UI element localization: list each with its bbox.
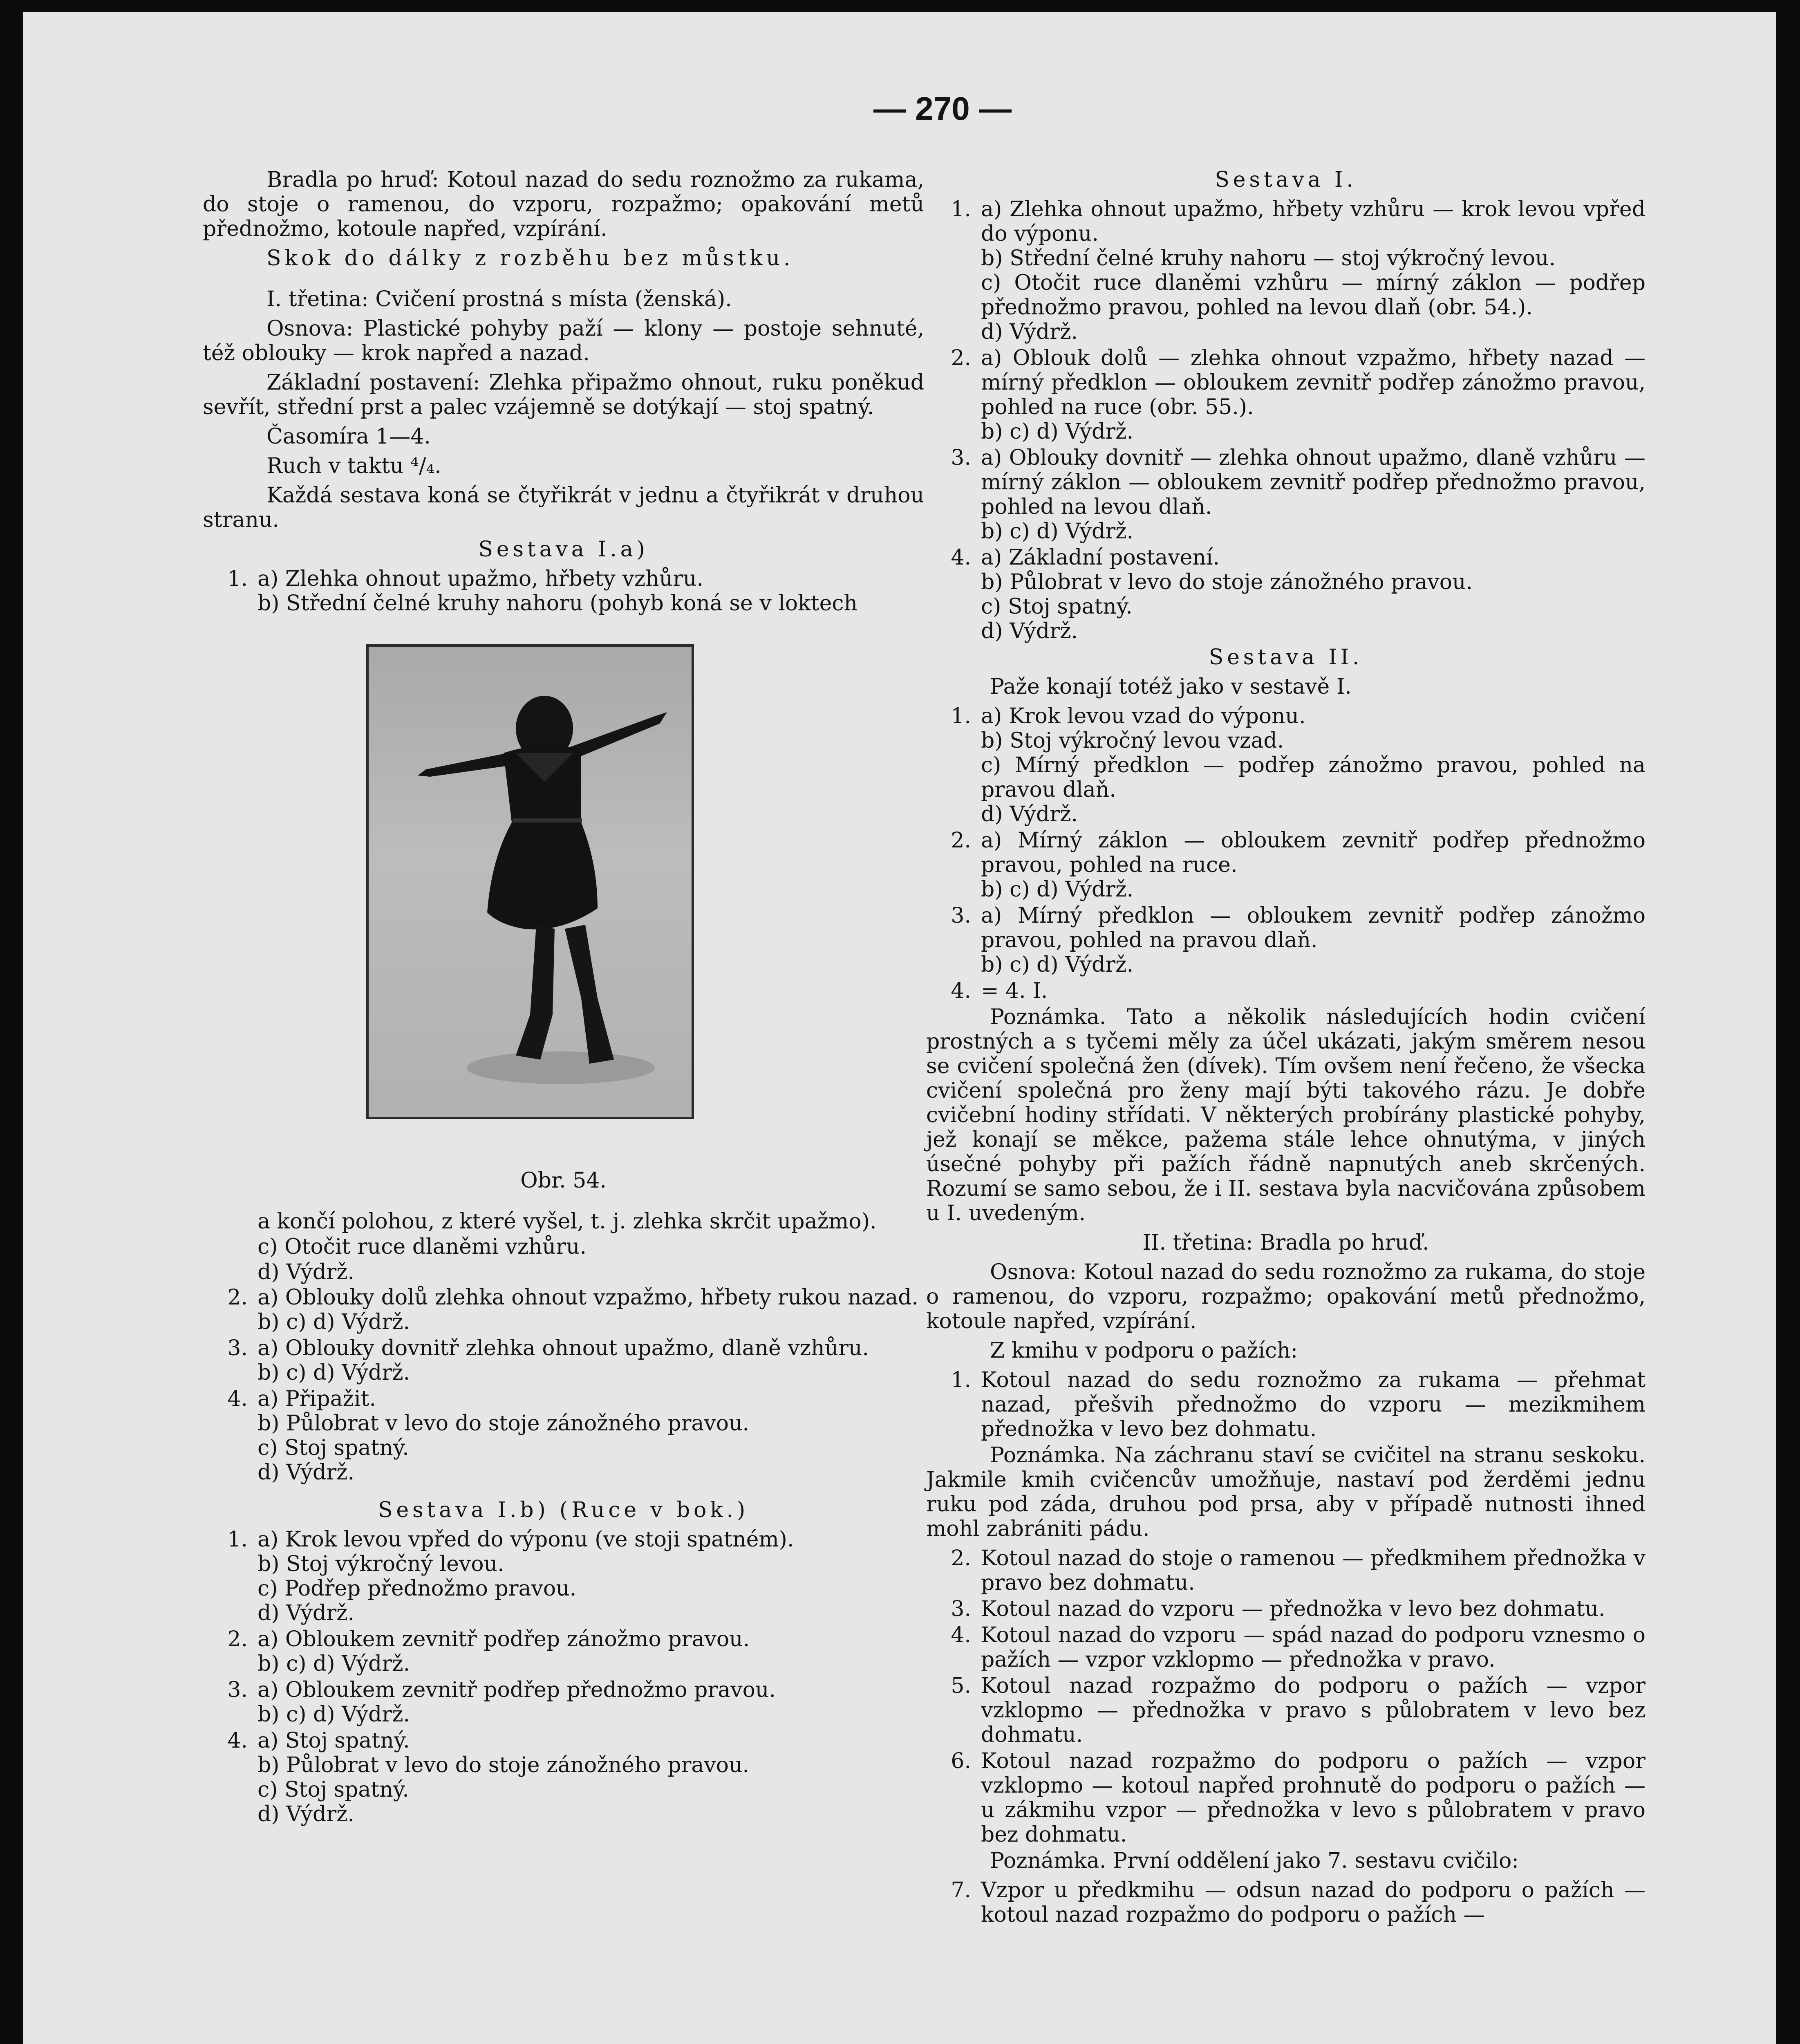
subsection-heading: Sestava I. [1215, 168, 1357, 192]
photograph [366, 644, 694, 1119]
list-subitem: c) Stoj spatný. [981, 594, 1133, 619]
list-item: 2. Kotoul nazad do stoje o ramenou — předkmihem přednožka v pravo bez dohmatu. [951, 1546, 1646, 1595]
list-subitem: b) c) d) Výdrž. [981, 519, 1134, 544]
list-item: 7. Vzpor u předkmihu — odsun nazad do podporu o pažích — kotoul nazad rozpažmo do podporu o pažích — [951, 1878, 1646, 1927]
list-subitem: a) Základní postavení. [981, 545, 1220, 570]
subsection-heading: Sestava I.b) (Ruce v bok.) [378, 1498, 749, 1522]
list-subitem: a) Obloukem zevnitř podřep přednožmo pravou. [257, 1678, 776, 1702]
subsection-heading: Sestava I.a) [478, 537, 649, 562]
list-subitem: a) Krok levou vpřed do výponu (ve stoji spatném). [257, 1527, 794, 1552]
list-subitem: c) Mírný předklon — podřep zánožmo pravou, pohled na pravou dlaň. [981, 753, 1646, 802]
list-item: 3. a) Oblouky dovnitř zlehka ohnout upažmo, dlaně vzhůru. b) c) d) Výdrž. [203, 1336, 924, 1385]
list-item: 4. Kotoul nazad do vzporu — spád nazad do podporu vznesmo o pažích — vzpor vzklopmo — přednožka v pravo. [951, 1623, 1646, 1672]
list-subitem: c) Podřep přednožmo pravou. [257, 1576, 577, 1601]
list-subitem: a) Stoj spatný. [257, 1728, 410, 1753]
list-subitem: b) Půlobrat v levo do stoje zánožného pravou. [257, 1753, 750, 1777]
list-subitem: b) c) d) Výdrž. [257, 1360, 410, 1385]
list-subitem: a) Oblouky dovnitř zlehka ohnout upažmo, dlaně vzhůru. [257, 1336, 869, 1360]
list-subitem: a) Zlehka ohnout upažmo, hřbety vzhůru — krok levou vpřed do výponu. [981, 197, 1646, 246]
paragraph: Paže konají totéž jako v sestavě I. [990, 675, 1352, 699]
list-item: 2. a) Oblouky dolů zlehka ohnout vzpažmo, hřbety rukou nazad. b) c) d) Výdrž. [203, 1285, 924, 1334]
list-subitem: b) Půlobrat v levo do stoje zánožného pravou. [981, 570, 1473, 594]
list-subitem: = 4. I. [981, 979, 1048, 1003]
list-subitem: c) Otočit ruce dlaněmi vzhůru — mírný záklon — podřep přednožmo pravou, pohled na levou dlaň (obr. 54.). [981, 271, 1646, 320]
list-subitem: b) c) d) Výdrž. [257, 1652, 410, 1676]
paragraph: Z kmihu v podporu o pažích: [990, 1338, 1298, 1363]
subsection-heading: Sestava II. [1209, 645, 1363, 670]
list-subitem: a) Oblouk dolů — zlehka ohnout vzpažmo, hřbety nazad — mírný předklon — obloukem zevnitř podřep zánožmo pravou, pohled na ruce (obr. 55.). [981, 346, 1646, 419]
right-column [926, 168, 1646, 1929]
book-page [23, 12, 1776, 2044]
list-item: 4. = 4. I. [926, 979, 1646, 1003]
list-item: 1. a) Krok levou vzad do výponu. b) Stoj výkročný levou vzad. c) Mírný předklon — podřep zánožmo pravou, pohled na pravou dlaň. d) Výdrž. [951, 704, 1646, 827]
list-item: 4. a) Stoj spatný. b) Půlobrat v levo do stoje zánožného pravou. c) Stoj spatný. d) Výdrž. [203, 1728, 924, 1827]
list-item: 2. a) Obloukem zevnitř podřep zánožmo pravou. b) c) d) Výdrž. [203, 1627, 924, 1676]
list-subitem: c) Stoj spatný. [257, 1436, 409, 1460]
paragraph: Základní postavení: Zlehka připažmo ohnout, ruku poněkud sevřít, střední prst a palec vzájemně se dotýkají — stoj spatný. [203, 370, 924, 419]
list-subitem: b) Stoj výkročný levou vzad. [981, 728, 1284, 753]
list-item: 6. Kotoul nazad rozpažmo do podporu o pažích — vzpor vzklopmo — kotoul napřed prohnutě do podporu o pažích — u zákmihu vzpor — přednožka v levo s půlobratem v pravo bez dohmatu. [951, 1749, 1646, 1847]
list-subitem: d) Výdrž. [257, 1601, 354, 1625]
figure [203, 644, 924, 1193]
list-subitem: b) c) d) Výdrž. [257, 1310, 410, 1334]
list-item: 1. Kotoul nazad do sedu roznožmo za rukama — přehmat nazad, přešvih přednožmo do vzporu — mezikmihem přednožka v levo bez dohmatu. [951, 1368, 1646, 1441]
list-subitem: d) Výdrž. [981, 619, 1078, 643]
list-item: 4. a) Základní postavení. b) Půlobrat v levo do stoje zánožného pravou. c) Stoj spatný. d) Výdrž. [926, 545, 1646, 643]
item-number: 1. [227, 567, 248, 591]
list-subitem: c) Otočit ruce dlaněmi vzhůru. [257, 1235, 587, 1259]
list-item: 2. a) Oblouk dolů — zlehka ohnout vzpažmo, hřbety nazad — mírný předklon — obloukem zevnitř podřep zánožmo pravou, pohled na ruce (obr. 55.). b) c) d) Výdrž. [951, 346, 1646, 444]
list-subitem: b) Stoj výkročný levou. [257, 1552, 504, 1576]
list-subitem: b) c) d) Výdrž. [981, 877, 1134, 902]
list-subitem: d) Výdrž. [257, 1260, 354, 1284]
list-subitem: d) Výdrž. [981, 320, 1078, 344]
note-paragraph: Poznámka. Na záchranu staví se cvičitel na stranu seskoku. Jakmile kmih cvičencův umožňuje, nastaví pod žerděmi jednu ruku pod záda, druhou pod prsa, aby v případě nutnosti ihned mohl zabrániti pádu. [926, 1443, 1646, 1541]
list-subitem: c) Stoj spatný. [257, 1777, 409, 1802]
list-subitem: a končí polohou, z které vyšel, t. j. zlehka skrčit upažmo). [257, 1209, 877, 1234]
left-column [203, 168, 924, 1828]
list-item [203, 567, 924, 616]
list-item: 1. a) Zlehka ohnout upažmo, hřbety vzhůru — krok levou vpřed do výponu. b) Střední čelné kruhy nahoru — stoj výkročný levou. c) Otočit ruce dlaněmi vzhůru — mírný záklon — podřep přednožmo pravou, pohled na levou dlaň (obr. 54.). d) Výdrž. [951, 197, 1646, 344]
section-heading: I. třetina: Cvičení prostná s místa (ženská). [266, 287, 732, 312]
note-paragraph: Poznámka. První oddělení jako 7. sestavu cvičilo: [990, 1849, 1519, 1873]
list-item: 5. Kotoul nazad rozpažmo do podporu o pažích — vzpor vzklopmo — přednožka v pravo s půlobratem v levo bez dohmatu. [951, 1674, 1646, 1747]
list-subitem: d) Výdrž. [257, 1802, 354, 1827]
list-item: 4. a) Připažit. b) Půlobrat v levo do stoje zánožného pravou. c) Stoj spatný. d) Výdrž. [203, 1387, 924, 1485]
section-heading: II. třetina: Bradla po hruď. [1142, 1230, 1429, 1255]
page-number: — 270 — [873, 90, 1012, 127]
list-subitem: a) Mírný předklon — obloukem zevnitř podřep zánožmo pravou, pohled na pravou dlaň. [981, 903, 1646, 953]
list-subitem: a) Mírný záklon — obloukem zevnitř podřep přednožmo pravou, pohled na ruce. [981, 828, 1646, 877]
figure-caption: Obr. 54. [520, 1168, 607, 1193]
list-subitem: b) c) d) Výdrž. [257, 1702, 410, 1727]
list-item: 3. a) Obloukem zevnitř podřep přednožmo pravou. b) c) d) Výdrž. [203, 1678, 924, 1727]
list-subitem: d) Výdrž. [981, 802, 1078, 827]
note-paragraph: Poznámka. Tato a několik následujících hodin cvičení prostných a s tyčemi měly za účel ukázati, jakým směrem nesou se cvičení společná žen (dívek). Tím ovšem není řečeno, že všecka cvičení společná pro ženy mají býti takového rázu. Je dobře cvičební hodiny střídati. V některých probírány plastické pohyby, jež konají se měkce, pažema stále lehce ohnutýma, v jiných úsečné pohyby při pažích řádně napnutých aneb skrčených. Rozumí se samo sebou, že i II. sestava byla nacvičována způsobem u I. uvedeným. [926, 1005, 1646, 1226]
paragraph: Časomíra 1—4. [266, 424, 431, 449]
paragraph: Skok do dálky z rozběhu bez můstku. [266, 246, 794, 271]
list-item: 3. a) Oblouky dovnitř — zlehka ohnout upažmo, dlaně vzhůru — mírný záklon — obloukem zevnitř podřep přednožmo pravou, pohled na levou dlaň. b) c) d) Výdrž. [951, 446, 1646, 544]
list-item: 3. Kotoul nazad do vzporu — přednožka v levo bez dohmatu. [951, 1597, 1605, 1621]
list-subitem: b) Střední čelné kruhy nahoru (pohyb koná se v loktech [257, 591, 857, 616]
list-subitem: a) Oblouky dolů zlehka ohnout vzpažmo, hřbety rukou nazad. [257, 1285, 918, 1310]
paragraph: Osnova: Plastické pohyby paží — klony — postoje sehnuté, též oblouky — krok napřed a nazad. [203, 316, 924, 365]
list-subitem: a) Zlehka ohnout upažmo, hřbety vzhůru. [257, 567, 704, 591]
paragraph: Ruch v taktu ⁴/₄. [266, 454, 441, 478]
list-subitem: a) Oblouky dovnitř — zlehka ohnout upažmo, dlaně vzhůru — mírný záklon — obloukem zevnitř podřep přednožmo pravou, pohled na levou dlaň. [981, 446, 1646, 519]
paragraph: Osnova: Kotoul nazad do sedu roznožmo za rukama, do stoje o ramenou, do vzporu, rozpažmo; opakování metů přednožmo, kotoule napřed, vzpírání. [926, 1260, 1646, 1334]
list-subitem: d) Výdrž. [257, 1460, 354, 1485]
dancer-silhouette-image [369, 647, 692, 1117]
list-subitem: b) c) d) Výdrž. [981, 419, 1134, 444]
list-subitem: b) Půlobrat v levo do stoje zánožného pravou. [257, 1411, 750, 1436]
list-item: 1. a) Krok levou vpřed do výponu (ve stoji spatném). b) Stoj výkročný levou. c) Podřep přednožmo pravou. d) Výdrž. [203, 1527, 924, 1625]
list-subitem: a) Připažit. [257, 1387, 376, 1411]
list-item: 2. a) Mírný záklon — obloukem zevnitř podřep přednožmo pravou, pohled na ruce. b) c) d) Výdrž. [951, 828, 1646, 902]
list-subitem: b) Střední čelné kruhy nahoru — stoj výkročný levou. [981, 246, 1556, 271]
list-subitem: a) Krok levou vzad do výponu. [981, 704, 1306, 728]
paragraph: Každá sestava koná se čtyřikrát v jednu a čtyřikrát v druhou stranu. [203, 483, 924, 532]
list-item: 3. a) Mírný předklon — obloukem zevnitř podřep zánožmo pravou, pohled na pravou dlaň. b) c) d) Výdrž. [951, 903, 1646, 977]
list-subitem: b) c) d) Výdrž. [981, 953, 1134, 977]
paragraph: Bradla po hruď: Kotoul nazad do sedu roznožmo za rukama, do stoje o ramenou, do vzporu, rozpažmo; opakování metů přednožmo, kotoule napřed, vzpírání. [203, 168, 924, 241]
list-subitem: a) Obloukem zevnitř podřep zánožmo pravou. [257, 1627, 750, 1652]
